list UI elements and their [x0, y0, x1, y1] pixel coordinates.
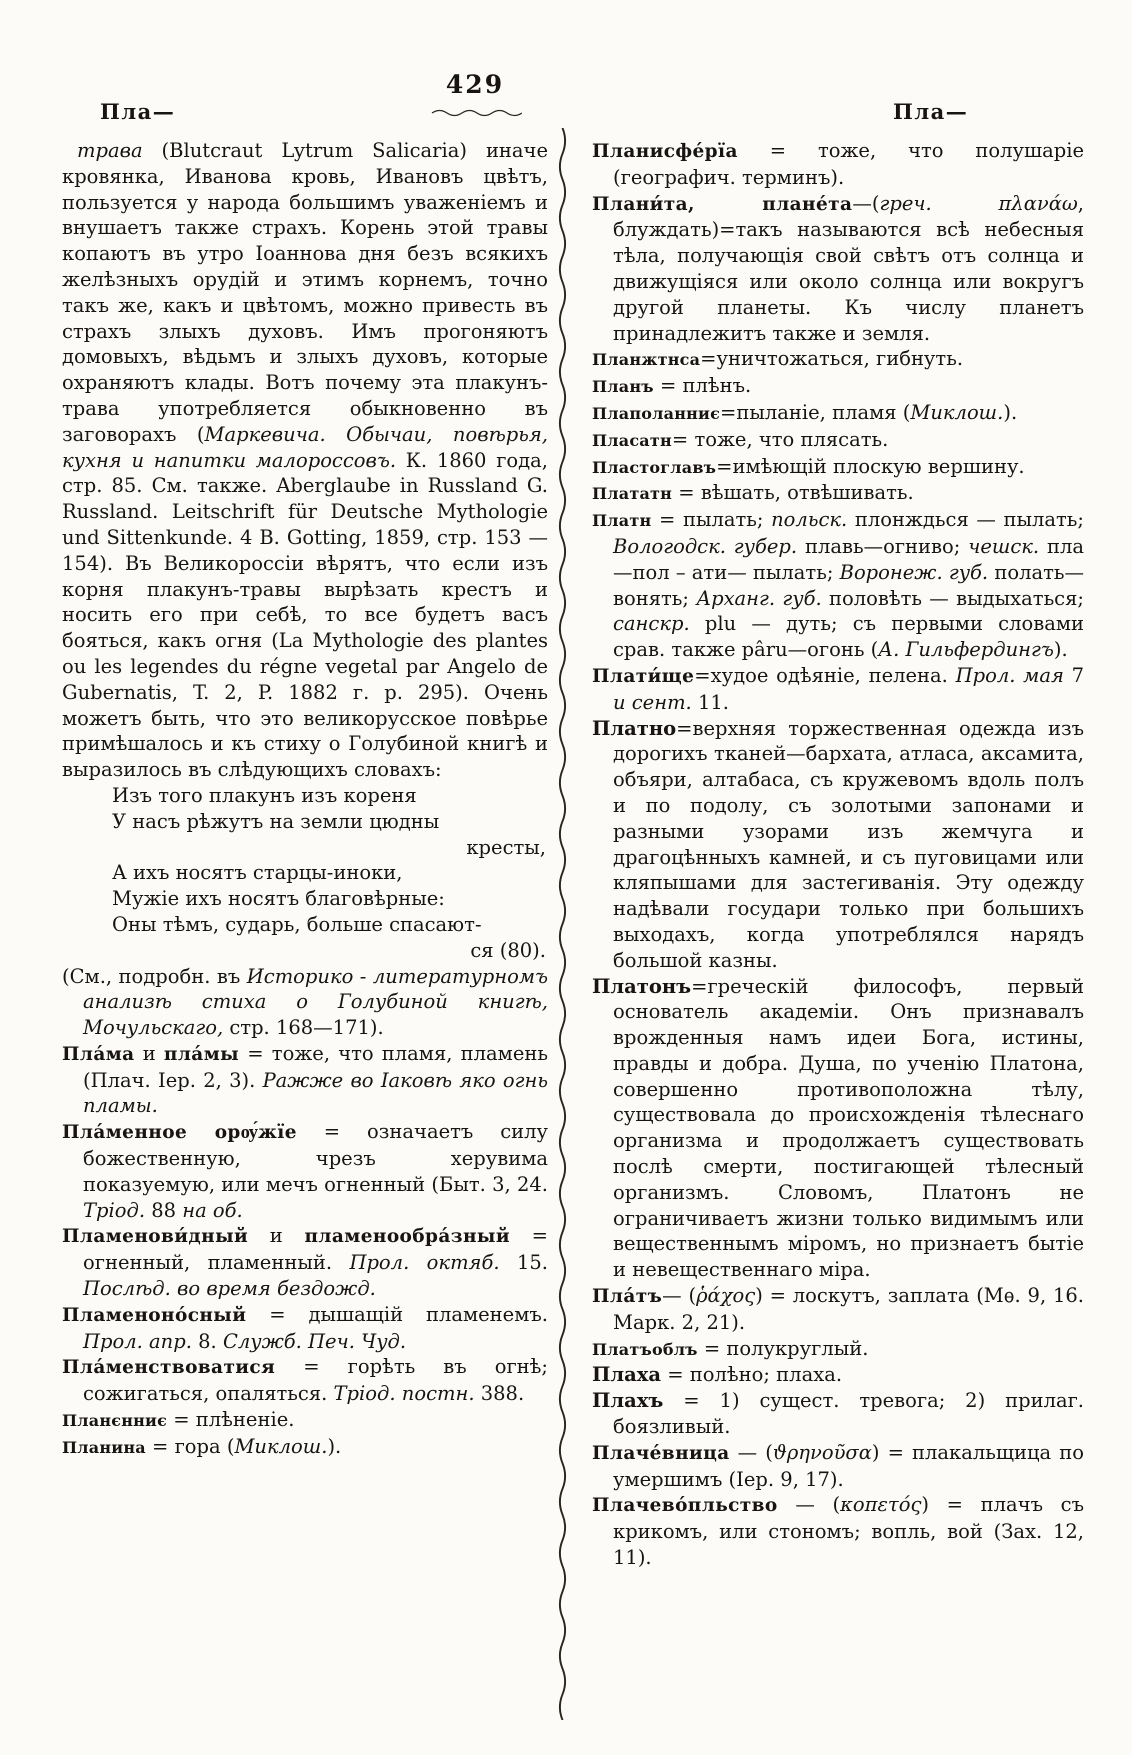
dictionary-entry — [62, 1354, 548, 1407]
text-run: =верхняя торжественная одежда изъ дорогихъ тканей—бархата, атласа, аксамита, объяри, алтабаса, съ кружевомъ вдоль полъ и по подолу, съ золотыми запонами и разными узорами изъ жемчуга и драгоцѣнныхъ камней, и съ пуговицами или кляпышами для застегиванія. Эту одежду надѣвали государи только при большихъ выходахъ, когда употреблялся нарядъ большой казны. — [613, 716, 1084, 972]
text-run: 11. — [691, 690, 729, 714]
text-run: А. Гильфердингъ — [878, 638, 1054, 662]
headword: Планисфе́рїа — [592, 141, 738, 162]
dictionary-entry — [592, 480, 1084, 507]
text-run: ῥάχος — [696, 1284, 756, 1308]
text-run: польск. — [771, 508, 848, 532]
dictionary-entry — [592, 400, 1084, 427]
text-run — [932, 192, 999, 215]
column-divider — [556, 128, 569, 1720]
text-run: Послѣд. во время бездожд. — [83, 1277, 376, 1301]
dictionary-entry — [592, 1362, 1084, 1388]
text-run: πλανάω — [998, 191, 1078, 215]
text-run: = 1) сущест. тревога; 2) прилаг. боязливый. — [613, 1389, 1084, 1439]
text-run: трава — [77, 139, 143, 162]
dictionary-entry — [62, 1041, 548, 1119]
verse-line: Оны тѣмъ, сударь, больше спасают- — [112, 912, 482, 936]
dictionary-entry — [592, 974, 1084, 1284]
text-run: =уничтожаться, гибнуть. — [700, 347, 964, 371]
text-run: Ражже во Іаковѣ яко огнь пламы. — [83, 1068, 548, 1118]
page-number: 429 — [445, 70, 505, 99]
text-run: = огненный, пламенный. — [83, 1224, 548, 1275]
headword: Плататн — [592, 484, 673, 504]
headword: Планина — [62, 1437, 146, 1457]
text-run: Арханг. губ. — [696, 586, 822, 610]
verse-line: ся (80). — [470, 938, 546, 962]
text-run: Прол. мая — [955, 663, 1064, 687]
headword: Пламенови́дный — [62, 1226, 249, 1248]
text-run: — ( — [777, 1493, 841, 1517]
text-run: = пылать; — [651, 508, 772, 532]
text-run: = означаетъ силу божественную, чрезъ херувима показуемую, или мечъ огненный (Быт. 3, 24. — [83, 1120, 548, 1196]
text-run: 15. — [499, 1251, 548, 1275]
text-run: Историко - литературномъ анализѣ стиха о Голубиной книгѣ, Мочульскаго, — [83, 964, 549, 1040]
text-run: полать—вонять; — [613, 560, 1084, 610]
text-run: = тоже, что плясать. — [671, 427, 889, 451]
text-run: =пыланіе, пламя ( — [720, 400, 911, 424]
dictionary-entry — [62, 1223, 548, 1301]
text-run: Прол. апр. — [83, 1329, 192, 1353]
text-run: Воронеж. губ. — [839, 560, 989, 584]
text-run: и — [248, 1224, 305, 1248]
text-run: (См., подробн. въ — [62, 964, 247, 988]
text-run: — ( — [662, 1284, 697, 1308]
text-run: половѣть — выдыхаться; — [821, 586, 1084, 610]
text-run: = полѣно; плаха. — [661, 1363, 843, 1387]
dictionary-entry — [62, 1407, 548, 1434]
text-run: Служб. Печ. Чуд. — [222, 1329, 407, 1353]
headword: Пла́менствоватися — [62, 1357, 276, 1379]
verse-line: У насъ рѣжутъ на земли цюдны — [112, 809, 440, 833]
text-run: ). — [1053, 638, 1068, 662]
dictionary-entry — [592, 191, 1084, 347]
dictionary-entry — [592, 1336, 1084, 1363]
headword: Планжтнса — [592, 350, 701, 370]
text-run: plu — дуть; съ первыми словами срав. также pâru—огонь ( — [613, 612, 1084, 662]
dictionary-entry — [62, 1434, 548, 1461]
text-run: греч. — [879, 191, 932, 215]
headword: Платн — [592, 511, 652, 531]
dictionary-entry — [592, 373, 1084, 400]
right-column — [592, 138, 1084, 1571]
dictionary-entry — [62, 1302, 548, 1355]
headword: Плаче́вница — [592, 1442, 730, 1464]
dictionary-entry — [592, 507, 1084, 663]
text-run: ) = плачъ съ крикомъ, или стономъ; вопль, вой (Зах. 12, 11). — [613, 1493, 1084, 1570]
headword: Пламеноно́сный — [62, 1304, 247, 1326]
headword: Плати́ще — [592, 665, 695, 687]
text-run: = горѣть въ огнѣ; сожигаться, опаляться. — [83, 1355, 548, 1406]
headword: Платъоблъ — [592, 1339, 698, 1359]
text-run: и — [134, 1041, 164, 1065]
text-run: и сент. — [613, 690, 692, 714]
headword: Платно — [592, 716, 677, 740]
text-run: =греческій философъ, первый основатель академіи. Онъ признавалъ врожденныя намъ идеи Бога, истины, правды и добра. Душа, по ученію Платона, совершенно противоположна тѣлу, существовала до происхожденія тѣлеснаго организма и продолжаетъ существовать послѣ смерти, постигающей тѣлесный организмъ. Словомъ, Платонъ не ограничиваетъ жизни только видимымъ или вещественнымъ міромъ, но признаетъ бытіе и невещественнаго міра. — [613, 974, 1084, 1282]
dictionary-entry — [592, 1283, 1084, 1336]
verse-line: Изъ того плакунъ изъ кореня — [112, 783, 417, 807]
running-header-left: Пла— — [100, 99, 176, 124]
headword: пламенообра́зный — [304, 1226, 510, 1248]
text-run: Миклош. — [234, 1434, 328, 1458]
text-run: Тріод. постн. — [333, 1382, 475, 1406]
text-run: на об. — [182, 1198, 243, 1222]
headword: Планъ — [592, 377, 654, 397]
text-run: К. 1860 года, стр. 85. См. также. Aberglaube in Russland G. Russland. Leitschrift für Deutsche Mythologie und Sittenkunde. 4 B. Gotting, 1859, стр. 153 — 154). Въ Великороссіи вѣрятъ, что если изъ корня плакунъ-травы вырѣзать крестъ и носить его при себѣ, то все будетъ васъ бояться, какъ огня (La Mythologie des plantes ou les legendes du régne vegetal par Angelo de Gubernatis, T. 2, P. 1882 г. p. 295). Очень можетъ быть, что это великорусское повѣрье примѣшалось и къ стиху о Голубиной книгѣ и выразилось въ слѣдующихъ словахъ: — [62, 448, 548, 782]
page-number-underline-icon — [430, 108, 522, 118]
headword: Планєнниє — [62, 1411, 168, 1431]
text-run: плонждься — пылать; — [847, 508, 1084, 532]
text-run: 7 — [1063, 663, 1084, 687]
text-run: =худое одѣяніе, пелена. — [694, 663, 956, 687]
text-run: = тоже, что пламя, пламень (Плач. Іер. 2, 3). — [83, 1041, 548, 1092]
running-header-right: Пла— — [893, 99, 969, 124]
text-run: ) = плакальщица по умершимъ (Іер. 9, 17). — [613, 1440, 1084, 1491]
dictionary-entry — [592, 138, 1084, 191]
text-run: = дышащій пламенемъ. — [246, 1302, 548, 1326]
text-run: Прол. октяб. — [349, 1251, 500, 1275]
text-run: Маркевича. Обычаи, повѣрья, кухня и напитки малороссовъ. — [62, 422, 548, 472]
left-column — [62, 138, 548, 1461]
headword: Пла́менное орѹ́жїе — [62, 1122, 297, 1144]
dictionary-entry — [592, 427, 1084, 454]
text-run: чешск. — [968, 534, 1040, 558]
headword: Пла́тъ — [592, 1286, 663, 1308]
text-run: санскр. — [613, 612, 690, 636]
headword: Плаполанниє — [592, 403, 721, 423]
dictionary-entry — [592, 1440, 1084, 1493]
text-run: (Blutcraut Lytrum Salicaria) иначе кровянка, Иванова кровь, Ивановъ цвѣтъ, пользуется у народа большимъ уваженіемъ и внушаетъ также страхъ. Корень этой травы копаютъ въ утро Іоаннова дня безъ всякихъ желѣзныхъ орудій и этимъ корнемъ, точно такъ же, какъ и цвѣтомъ, можно привесть въ страхъ злыхъ духовъ. Имъ прогоняютъ домовыхъ, вѣдьмъ и злыхъ духовъ, которые охраняютъ клады. Вотъ почему эта плакунъ-трава употребляется обыкновенно въ заговорахъ ( — [62, 139, 548, 446]
headword: Плахъ — [592, 1389, 664, 1413]
paragraph — [62, 964, 548, 1041]
text-run: Вологодск. губер. — [613, 534, 798, 558]
dictionary-entry — [592, 716, 1084, 974]
text-run: = плѣнъ. — [653, 374, 752, 398]
text-run: Тріод. — [83, 1198, 146, 1222]
verse-line: Мужіе ихъ носятъ благовѣрные: — [112, 887, 445, 911]
text-run: пла—пол – ати— пылать; — [613, 534, 1084, 584]
text-run: ). — [327, 1434, 342, 1458]
text-run: = плѣненіе. — [167, 1408, 295, 1432]
dictionary-entry — [592, 663, 1084, 716]
dictionary-entry — [592, 346, 1084, 373]
verse-line: А ихъ носятъ старцы-иноки, — [112, 861, 403, 885]
text-run: 88 — [145, 1198, 183, 1222]
text-run: = тоже, что полушаріе (географич. терминъ). — [613, 139, 1084, 189]
headword: Пласатн — [592, 430, 672, 450]
text-run: ) = лоскутъ, заплата (Мѳ. 9, 16. Марк. 2, 21). — [613, 1284, 1084, 1334]
headword: пла́мы — [163, 1043, 240, 1065]
headword: Плаха — [592, 1363, 662, 1387]
text-run: Миклош. — [910, 400, 1004, 424]
text-run: 8. — [191, 1329, 223, 1353]
text-run: плавь—огниво; — [797, 534, 969, 558]
headword: Плани́та, плане́та — [592, 193, 853, 215]
text-run: , блуждать)=такъ называются всѣ небесныя тѣла, получающія свой свѣтъ отъ солнца и движущіяся или около солнца или вокругъ другой планеты. Къ числу планетъ принадлежитъ также и земля. — [613, 191, 1084, 345]
text-run: ϑρηνοῦσα — [772, 1440, 872, 1464]
text-run: — ( — [729, 1440, 773, 1464]
dictionary-entry — [592, 454, 1084, 481]
verse-block — [62, 783, 548, 964]
text-run: =имѣющій плоскую вершину. — [716, 454, 1025, 478]
text-run: = полукруглый. — [697, 1336, 869, 1360]
dictionary-entry — [592, 1388, 1084, 1440]
text-run: = вѣшать, отвѣшивать. — [672, 481, 914, 505]
paragraph — [62, 138, 548, 783]
headword: Платонъ — [592, 974, 692, 998]
verse-line: кресты, — [466, 835, 546, 859]
dictionary-entry — [592, 1492, 1084, 1570]
text-run: = гора ( — [145, 1434, 235, 1458]
dictionary-entry — [62, 1119, 548, 1223]
text-run: κοπετός — [840, 1493, 922, 1517]
headword: Пластоглавъ — [592, 457, 717, 477]
headword: Плачево́пльство — [592, 1495, 778, 1517]
text-run: стр. 168—171). — [223, 1016, 384, 1040]
text-run: ). — [1003, 400, 1018, 424]
text-run: —( — [852, 191, 880, 215]
text-run: 388. — [474, 1382, 525, 1406]
headword: Пла́ма — [62, 1043, 135, 1065]
column-divider-path — [560, 128, 565, 1720]
